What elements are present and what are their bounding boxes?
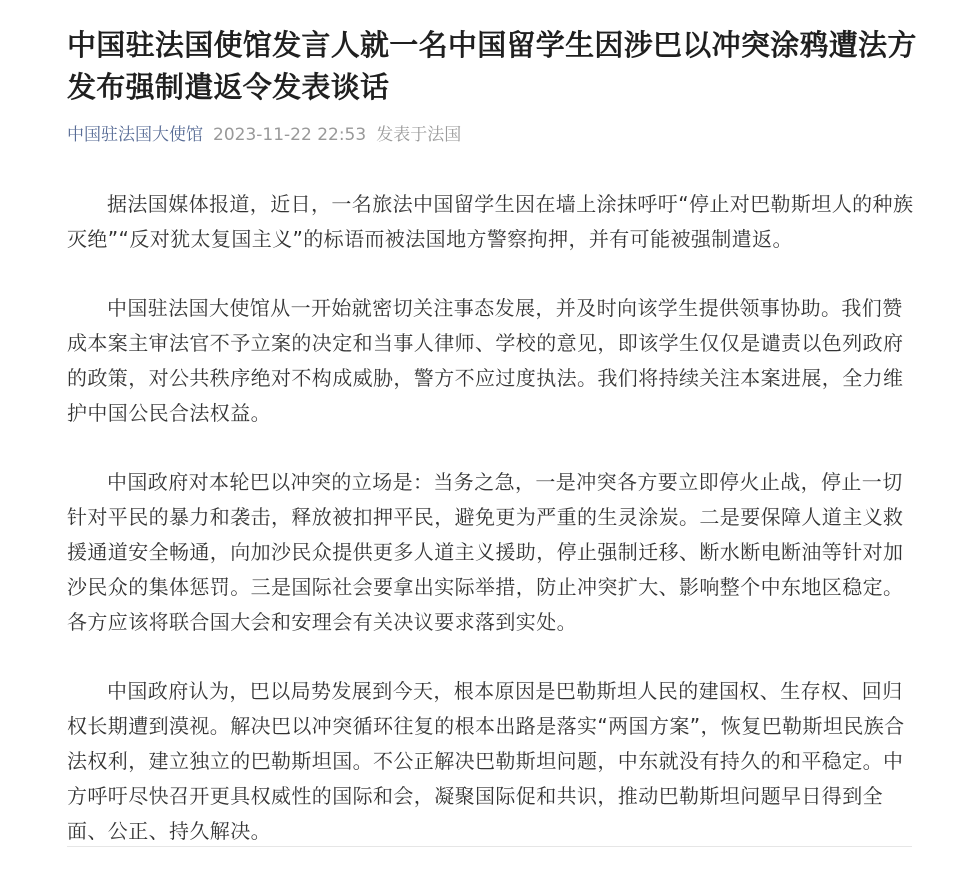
article xyxy=(67,0,917,883)
publish-datetime: 2023-11-22 22:53 xyxy=(213,125,367,145)
article-paragraph: 中国政府认为，巴以局势发展到今天，根本原因是巴勒斯坦人民的建国权、生存权、回归权长期遭到漠视。解决巴以冲突循环往复的根本出路是落实“两国方案”，恢复巴勒斯坦民族合法权利，建立独立的巴勒斯坦国。不公正解决巴勒斯坦问题，中东就没有持久的和平稳定。中方呼吁尽快召开更具权威性的国际和会，凝聚国际促和共识，推动巴勒斯坦问题早日得到全面、公正、持久解决。 xyxy=(67,679,905,843)
article-title: 中国驻法国使馆发言人就一名中国留学生因涉巴以冲突涂鸦遭法方发布强制遣返令发表谈话 xyxy=(67,28,917,104)
article-paragraph: 中国政府对本轮巴以冲突的立场是：当务之急，一是冲突各方要立即停火止战，停止一切针对平民的暴力和袭击，释放被扣押平民，避免更为严重的生灵涂炭。二是要保障人道主义救援通道安全畅通，向加沙民众提供更多人道主义援助，停止强制迁移、断水断电断油等针对加沙民众的集体惩罚。三是国际社会要拿出实际举措，防止冲突扩大、影响整个中东地区稳定。各方应该将联合国大会和安理会有关决议要求落到实处。 xyxy=(67,470,904,634)
article-content xyxy=(67,187,917,849)
publish-location: 发表于法国 xyxy=(376,125,462,145)
article-paragraph: 中国驻法国大使馆从一开始就密切关注事态发展，并及时向该学生提供领事协助。我们赞成本案主审法官不予立案的决定和当事人律师、学校的意见，即该学生仅仅是谴责以色列政府的政策，对公共秩序绝对不构成威胁，警方不应过度执法。我们将持续关注本案进展，全力维护中国公民合法权益。 xyxy=(67,296,904,425)
content-divider xyxy=(67,846,912,847)
account-name-link[interactable]: 中国驻法国大使馆 xyxy=(67,125,203,145)
article-meta xyxy=(67,123,917,147)
article-paragraph: 据法国媒体报道，近日，一名旅法中国留学生因在墙上涂抹呼吁“停止对巴勒斯坦人的种族灭绝”“反对犹太复国主义”的标语而被法国地方警察拘押，并有可能被强制遣返。 xyxy=(67,192,914,251)
